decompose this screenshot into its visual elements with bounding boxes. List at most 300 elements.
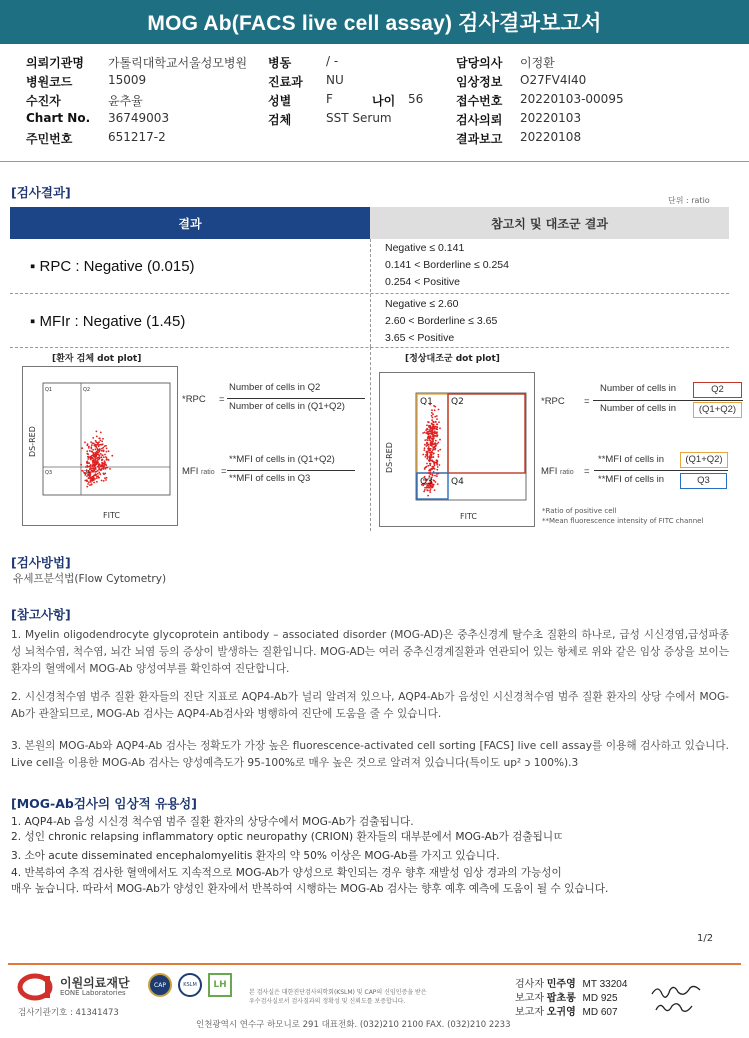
cell-dot — [426, 463, 428, 465]
unit-label: 단위 : ratio — [668, 196, 710, 205]
specimen-label: 검체 — [268, 113, 292, 127]
hospital-code-label: 병원코드 — [26, 75, 73, 89]
cell-dot — [87, 458, 89, 460]
cell-dot — [436, 464, 438, 466]
cell-dot — [100, 456, 102, 458]
cell-dot — [433, 453, 435, 455]
cell-dot — [431, 415, 433, 417]
mfir-result: ▪ MFIr : Negative (1.45) — [30, 313, 186, 330]
signer-1-title: MT — [582, 979, 597, 990]
chart-no-label: Chart No. — [26, 111, 91, 125]
cell-dot — [422, 432, 424, 434]
signer-3-name: 오귀영 — [546, 1007, 576, 1018]
lh-badge-icon: LH — [208, 973, 232, 997]
cell-dot — [424, 447, 426, 449]
cell-dot — [93, 443, 95, 445]
clinical-section-title: [MOG-Ab검사의 임상적 유용성] — [11, 796, 197, 811]
patient-mfi-label — [182, 466, 215, 477]
control-x-label: FITC — [460, 512, 477, 521]
cell-dot — [434, 435, 436, 437]
notes-section-title: [참고사항] — [11, 607, 71, 622]
cell-dot — [94, 458, 96, 460]
note-3: 3. 본원의 MOG-Ab와 AQP4-Ab 검사는 정확도가 가장 높은 fluorescence-activated cell sorting [FACS] live cell assay를 이용해 검사하고 있습니다. Live cell을 이용한 MOG-Ab 검사는 양성예측도가 95-100%로 매우 높은 것으로 알려져 있습니다(특이도 up² ɔ 100%).3 — [11, 740, 729, 769]
eone-logo — [17, 972, 57, 1006]
control-mfi-q3-box: Q3 — [680, 473, 727, 489]
cell-dot — [434, 432, 436, 434]
cell-dot — [103, 473, 105, 475]
control-mfi-equals: = — [584, 466, 590, 477]
mfir-reference-2: 2.60 < Borderline ≤ 3.65 — [385, 315, 498, 327]
footer-divider — [8, 963, 741, 965]
cell-dot — [435, 440, 437, 442]
note-1: 1. Myelin oligodendrocyte glycoprotein antibody – associated disorder (MOG-AD)은 중추신경계 탈수초 질환의 하나로, 급성 시신경염,급성파종성 뇌척수염, 척수염, 뇌간 뇌염 등의 증상이 발생하는 질환입니다. MOG-AD는 여러 중추신경계질환과 연관되어 있는 항체로 위와 같은 임상 증상을 보이는 환자의 혈액에서 MOG-Ab 양성여부를 확인하여 진단합니다. — [11, 629, 729, 675]
cell-dot — [433, 484, 435, 486]
cell-dot — [98, 477, 100, 479]
cell-dot — [428, 436, 430, 438]
patient-q1-label: Q1 — [45, 387, 53, 393]
cell-dot — [98, 445, 100, 447]
cell-dot — [105, 479, 107, 481]
cell-dot — [95, 440, 97, 442]
cell-dot — [436, 423, 438, 425]
signer-3-no: 607 — [600, 1007, 618, 1018]
cell-dot — [95, 446, 97, 448]
handwritten-signatures — [648, 980, 708, 1018]
cell-dot — [93, 461, 95, 463]
control-y-label: DS-RED — [385, 442, 394, 473]
cell-dot — [438, 409, 440, 411]
cell-dot — [94, 465, 96, 467]
cell-dot — [84, 480, 86, 482]
cell-dot — [427, 444, 429, 446]
cell-dot — [106, 477, 108, 479]
cell-dot — [96, 481, 98, 483]
rpc-result: ▪ RPC : Negative (0.015) — [30, 258, 195, 275]
signer-3-title: MD — [582, 1007, 599, 1018]
cell-dot — [104, 454, 106, 456]
ward-label: 병동 — [268, 56, 292, 70]
cell-dot — [423, 491, 425, 493]
rpc-reference-2: 0.141 < Borderline ≤ 0.254 — [385, 259, 509, 271]
id-number-value: 651217-2 — [108, 130, 166, 144]
institution-code: 검사기관기호 : 41341473 — [18, 1008, 119, 1018]
cell-dot — [93, 463, 95, 465]
cell-dot — [96, 451, 98, 453]
cell-dot — [426, 458, 428, 460]
age-label: 나이 — [372, 94, 396, 108]
cell-dot — [433, 456, 435, 458]
cell-dot — [434, 409, 436, 411]
cell-dot — [429, 491, 431, 493]
cell-dot — [437, 473, 439, 475]
cell-dot — [92, 437, 94, 439]
cell-dot — [106, 459, 108, 461]
cell-dot — [433, 462, 435, 464]
cell-dot — [93, 475, 95, 477]
clinical-info-label: 임상정보 — [456, 75, 503, 89]
report-date-value: 20220108 — [520, 130, 582, 144]
cell-dot — [433, 444, 435, 446]
cell-dot — [433, 424, 435, 426]
cell-dot — [426, 489, 428, 491]
cell-dot — [437, 435, 439, 437]
cell-dot — [92, 449, 94, 451]
cell-dot — [104, 445, 106, 447]
signer-1-no: 33204 — [599, 979, 628, 990]
signer-2-role: 보고자 — [515, 993, 544, 1004]
cell-dot — [95, 453, 97, 455]
cell-dot — [433, 466, 435, 468]
cell-dot — [428, 450, 430, 452]
cell-dot — [91, 470, 93, 472]
cell-dot — [434, 430, 436, 432]
cell-dot — [88, 481, 90, 483]
cell-dot — [436, 418, 438, 420]
cell-dot — [425, 456, 427, 458]
cell-dot — [104, 463, 106, 465]
patient-rpc-equals: = — [219, 394, 225, 405]
column-divider — [370, 239, 371, 347]
cell-dot — [95, 464, 97, 466]
cell-dot — [93, 456, 95, 458]
cell-dot — [97, 442, 99, 444]
chart-no-value: 36749003 — [108, 111, 170, 125]
clinical-item-4-cont: 매우 높습니다. 따라서 MOG-Ab가 양성인 환자에서 반복하여 시행하는 MOG-Ab 검사는 향후 예후 예측에 도움이 될 수 있습니다. — [11, 883, 609, 895]
doctor-value: 이정환 — [520, 56, 555, 70]
request-date-value: 20220103 — [520, 111, 582, 125]
cell-dot — [425, 451, 427, 453]
cell-dot — [430, 427, 432, 429]
id-number-label: 주민번호 — [26, 132, 73, 146]
cell-dot — [432, 417, 434, 419]
cell-dot — [426, 466, 428, 468]
cell-dot — [98, 472, 100, 474]
cell-dot — [439, 464, 441, 466]
cell-dot — [429, 473, 431, 475]
control-mfi-text: MFI — [541, 466, 558, 477]
signer-2-title: MD — [582, 993, 599, 1004]
cell-dot — [90, 480, 92, 482]
cell-dot — [432, 421, 434, 423]
patient-name-label: 수진자 — [26, 94, 61, 108]
cell-dot — [106, 451, 108, 453]
patient-q3-label: Q3 — [45, 470, 53, 476]
control-rpc-q1q2-box: (Q1+Q2) — [693, 402, 742, 418]
cell-dot — [432, 448, 434, 450]
doctor-label: 담당의사 — [456, 56, 503, 70]
hospital-label: 의뢰기관명 — [26, 56, 84, 70]
footer-address: 인천광역시 연수구 하모니로 291 대표전화. (032)210 2100 FAX. (032)210 2233 — [196, 1020, 511, 1030]
cell-dot — [102, 462, 104, 464]
cell-dot — [426, 454, 428, 456]
cap-badge-icon: CAP — [148, 973, 172, 997]
signer-1-name: 민주영 — [546, 979, 576, 990]
signer-row-2 — [515, 989, 618, 1004]
cell-dot — [430, 470, 432, 472]
cell-dot — [431, 438, 433, 440]
report-date-label: 결과보고 — [456, 132, 503, 146]
cell-dot — [87, 456, 89, 458]
cell-dot — [91, 448, 93, 450]
cell-dot — [439, 449, 441, 451]
cell-dot — [89, 476, 91, 478]
cell-dot — [434, 489, 436, 491]
cell-dot — [89, 457, 91, 459]
control-q3-label: Q3 — [420, 477, 433, 487]
cell-dot — [431, 412, 433, 414]
cell-dot — [431, 409, 433, 411]
signer-3-role: 보고자 — [515, 1007, 544, 1018]
cell-dot — [91, 444, 93, 446]
cell-dot — [101, 450, 103, 452]
cell-dot — [95, 467, 97, 469]
patient-plot-frame — [22, 366, 178, 526]
cell-dot — [85, 466, 87, 468]
signer-2-name: 팝초롱 — [546, 993, 576, 1004]
cell-dot — [99, 473, 101, 475]
cell-dot — [427, 472, 429, 474]
control-rpc-fraction-bar — [593, 400, 743, 401]
cell-dot — [431, 451, 433, 453]
eone-logo-subtitle: EONE Laboratories — [60, 989, 126, 997]
cell-dot — [89, 450, 91, 452]
receipt-no-value: 20220103-00095 — [520, 92, 624, 106]
cell-dot — [438, 421, 440, 423]
eone-logo-name: 이원의료재단 — [60, 976, 130, 990]
rpc-reference-3: 0.254 < Positive — [385, 276, 461, 288]
patient-mfi-numerator: **MFI of cells in (Q1+Q2) — [229, 454, 335, 465]
department-value: NU — [326, 73, 344, 87]
cell-dot — [90, 477, 92, 479]
control-mfi-numerator: **MFI of cells in — [598, 454, 664, 465]
cell-dot — [86, 486, 88, 488]
signer-row-1 — [515, 975, 627, 990]
control-rpc-numerator: Number of cells in — [600, 383, 677, 394]
cell-dot — [427, 434, 429, 436]
patient-name-value: 윤추율 — [108, 94, 143, 108]
department-label: 진료과 — [268, 75, 303, 89]
signer-2-no: 925 — [600, 993, 618, 1004]
cell-dot — [439, 439, 441, 441]
cell-dot — [428, 438, 430, 440]
cell-dot — [104, 477, 106, 479]
cell-dot — [433, 428, 435, 430]
cell-dot — [431, 419, 433, 421]
cell-dot — [100, 453, 102, 455]
cell-dot — [101, 441, 103, 443]
cell-dot — [101, 454, 103, 456]
patient-mfi-equals: = — [221, 466, 227, 477]
cell-dot — [108, 459, 110, 461]
cell-dot — [433, 471, 435, 473]
cell-dot — [87, 483, 89, 485]
signer-row-3 — [515, 1003, 618, 1018]
note-2: 2. 시신경척수염 범주 질환 환자들의 진단 지표로 AQP4-Ab가 널리 알려져 있으나, AQP4-Ab가 음성인 시신경척수염 범주 질환 환자의 상당 수에서 MOG-Ab가 관찰되므로, MOG-Ab 검사는 AQP4-Ab검사와 병행하여 진단에 도움을 줄 수 있습니다. — [11, 691, 729, 720]
cell-dot — [424, 439, 426, 441]
cell-dot — [434, 406, 436, 408]
cell-dot — [436, 431, 438, 433]
method-section-title: [검사방법] — [11, 555, 71, 570]
signer-1-role: 검사자 — [515, 979, 544, 990]
cell-dot — [427, 495, 429, 497]
cell-dot — [93, 454, 95, 456]
control-q4-label: Q4 — [451, 477, 464, 487]
header-divider — [0, 161, 749, 162]
cell-dot — [431, 430, 433, 432]
patient-rpc-numerator: Number of cells in Q2 — [229, 382, 321, 393]
cell-dot — [431, 441, 433, 443]
cell-dot — [95, 448, 97, 450]
cell-dot — [437, 466, 439, 468]
age-value: 56 — [408, 92, 424, 106]
cell-dot — [111, 455, 113, 457]
cell-dot — [436, 426, 438, 428]
cell-dot — [94, 444, 96, 446]
cell-dot — [101, 459, 103, 461]
control-plot-frame — [379, 372, 535, 527]
cell-dot — [99, 438, 101, 440]
patient-x-label: FITC — [103, 511, 120, 520]
cell-dot — [108, 450, 110, 452]
cell-dot — [431, 423, 433, 425]
cell-dot — [100, 465, 102, 467]
patient-rpc-fraction-bar — [227, 398, 365, 399]
cell-dot — [101, 444, 103, 446]
clinical-item-3: 3. 소아 acute disseminated encephalomyelitis 환자의 약 50% 이상은 MOG-Ab를 가지고 있습니다. — [11, 850, 500, 862]
cell-dot — [91, 465, 93, 467]
certification-line-2: 우수검사실로서 검사질과의 정확성 및 신뢰도를 보증합니다. — [249, 998, 406, 1005]
cell-dot — [433, 480, 435, 482]
cell-dot — [432, 413, 434, 415]
cell-dot — [95, 471, 97, 473]
patient-mfi-text: MFI — [182, 466, 199, 477]
cell-dot — [100, 469, 102, 471]
method-text: 유세프분석법(Flow Cytometry) — [13, 573, 167, 585]
cell-dot — [99, 457, 101, 459]
report-title: MOG Ab(FACS live cell assay) 검사결과보고서 — [0, 0, 749, 44]
clinical-item-2: 2. 성인 chronic relapsing inflammatory optic neuropathy (CRION) 환자들의 대부분에서 MOG-Ab가 검출됩니ㄸ — [11, 831, 564, 843]
cell-dot — [86, 453, 88, 455]
cell-dot — [433, 436, 435, 438]
control-q1-label: Q1 — [420, 397, 433, 407]
control-mfi-q1q2-box: (Q1+Q2) — [680, 452, 728, 468]
control-rpc-denominator: Number of cells in — [600, 403, 677, 414]
cell-dot — [92, 452, 94, 454]
cell-dot — [433, 438, 435, 440]
cell-dot — [103, 468, 105, 470]
footnote-mfi: **Mean fluorescence intensity of FITC channel — [542, 517, 704, 525]
cell-dot — [97, 473, 99, 475]
cell-dot — [422, 454, 424, 456]
eone-logo-mark — [17, 972, 57, 1002]
cell-dot — [106, 467, 108, 469]
patient-q2-label: Q2 — [83, 387, 91, 393]
cell-dot — [90, 451, 92, 453]
control-rpc-label: *RPC — [541, 396, 565, 407]
hospital-name-row — [26, 54, 84, 71]
cell-dot — [100, 440, 102, 442]
receipt-no-label: 접수번호 — [456, 94, 503, 108]
cell-dot — [437, 483, 439, 485]
cell-dot — [437, 450, 439, 452]
control-q2-label: Q2 — [451, 397, 464, 407]
cell-dot — [96, 436, 98, 438]
cell-dot — [90, 458, 92, 460]
cell-dot — [89, 484, 91, 486]
cell-dot — [97, 459, 99, 461]
cell-dot — [105, 468, 107, 470]
results-section-title: [검사결과] — [11, 185, 71, 200]
mfir-reference-3: 3.65 < Positive — [385, 332, 455, 344]
cell-dot — [424, 487, 426, 489]
cell-dot — [436, 415, 438, 417]
cell-dot — [424, 467, 426, 469]
control-plot-title: [정상대조군 dot plot] — [405, 354, 500, 364]
clinical-info-value: O27FV4I40 — [520, 73, 587, 87]
footnote-ratio: *Ratio of positive cell — [542, 507, 617, 515]
patient-dot-plot — [23, 367, 177, 525]
cell-dot — [97, 457, 99, 459]
patient-rpc-denominator: Number of cells in (Q1+Q2) — [229, 401, 345, 412]
cell-dot — [424, 489, 426, 491]
cell-dot — [102, 438, 104, 440]
result-column-header: 결과 — [10, 207, 370, 239]
clinical-item-1: 1. AQP4-Ab 음성 시신경 척수염 범주 질환 환자의 상당수에서 MOG-Ab가 검출됩니다. — [11, 816, 414, 828]
cell-dot — [101, 480, 103, 482]
control-mfi-sub: ratio — [560, 469, 574, 476]
cell-dot — [103, 456, 105, 458]
cell-dot — [97, 449, 99, 451]
cell-dot — [98, 452, 100, 454]
cell-dot — [426, 442, 428, 444]
cell-dot — [86, 450, 88, 452]
cell-dot — [88, 447, 90, 449]
cell-dot — [92, 457, 94, 459]
sex-label: 성별 — [268, 94, 292, 108]
cell-dot — [429, 463, 431, 465]
cell-dot — [438, 456, 440, 458]
cell-dot — [436, 443, 438, 445]
cell-dot — [86, 480, 88, 482]
clinical-item-4: 4. 반복하여 추적 검사한 혈액에서도 지속적으로 MOG-Ab가 양성으로 확인되는 경우 향후 재발성 임상 경과의 가능성이 — [11, 867, 562, 879]
certification-line-1: 본 검사실은 대한진단검사의학회(KSLM) 및 CAP의 신임인증을 받은 — [249, 989, 427, 996]
patient-mfi-fraction-bar — [227, 470, 355, 471]
cell-dot — [427, 465, 429, 467]
mfir-reference-1: Negative ≤ 2.60 — [385, 298, 459, 310]
cell-dot — [427, 448, 429, 450]
cell-dot — [93, 468, 95, 470]
cell-dot — [429, 464, 431, 466]
control-dot-plot — [380, 373, 534, 526]
cell-dot — [435, 426, 437, 428]
cell-dot — [434, 416, 436, 418]
patient-y-label: DS-RED — [28, 426, 37, 457]
cell-dot — [103, 450, 105, 452]
cell-dot — [101, 468, 103, 470]
cell-dot — [424, 444, 426, 446]
cell-dot — [435, 428, 437, 430]
reference-column-header: 참고치 및 대조군 결과 — [370, 207, 729, 239]
cell-dot — [434, 475, 436, 477]
ward-value: / - — [326, 54, 339, 68]
cell-dot — [97, 461, 99, 463]
page-number: 1/2 — [697, 933, 714, 944]
cell-dot — [437, 454, 439, 456]
cell-dot — [435, 448, 437, 450]
cell-dot — [93, 482, 95, 484]
hospital-value: 가톨릭대학교서울성모병원 — [108, 56, 248, 70]
cell-dot — [109, 468, 111, 470]
